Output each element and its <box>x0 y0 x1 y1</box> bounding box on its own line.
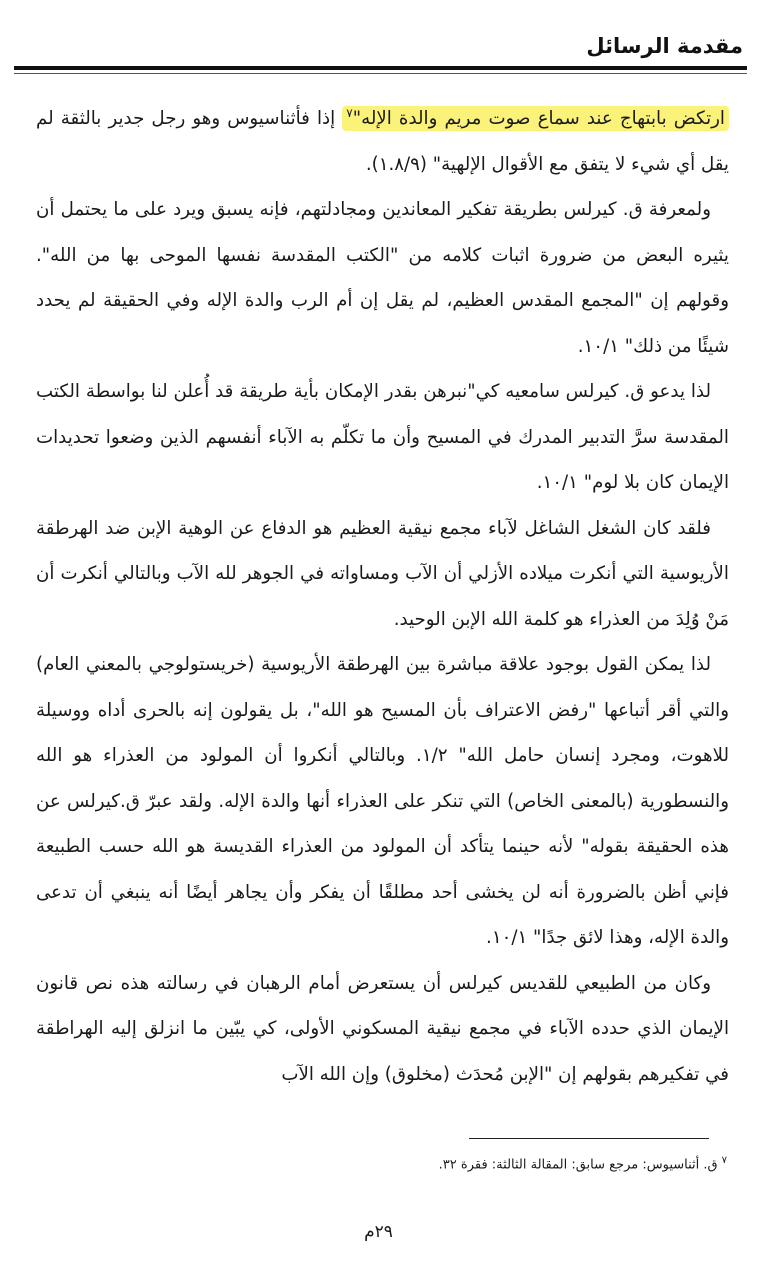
running-header-title: مقدمة الرسائل <box>586 34 743 58</box>
header-rule-thin <box>14 73 747 74</box>
paragraph-1-text: إذا فأثناسيوس وهو رجل جدير بالثقة لم يقل أي شيء لا يتفق مع الأقوال الإلهية" (١.٨/٩). <box>36 108 729 175</box>
body-text <box>36 96 729 1097</box>
footnote-ref[interactable]: ٧ <box>346 105 353 120</box>
paragraph-4: فلقد كان الشغل الشاغل لآباء مجمع نيقية العظيم هو الدفاع عن الوهية الإبن ضد الهرطقة الأريوسية التي أنكرت ميلاده الأزلي أن الآب ومساواته في الجوهر لله الآب وبالتالي أنكرت أن مَنْ وُلِدَ من العذراء هو كلمة الله الإبن الوحيد. <box>36 517 729 630</box>
footnote-rule <box>469 1138 709 1139</box>
highlighted-quote-text: ارتكض بابتهاج عند سماع صوت مريم والدة الإله" <box>352 108 725 129</box>
footnote <box>439 1155 727 1172</box>
footnote-mark: ٧ <box>721 1155 727 1166</box>
paragraph-5: لذا يمكن القول بوجود علاقة مباشرة بين الهرطقة الأريوسية (خريستولوجي بالمعني العام) والتي أقر أتباعها "رفض الاعتراف بأن المسيح هو الله"، بل يقولون إنه بالحرى أداه ووسيلة للاهوت، ومجرد إنسان حامل الله" ١/٢. وبالتالي أنكروا أن المولود من العذراء هو الله والنسطورية (بالمعنى الخاص) التي تنكر على العذراء أنها والدة الإله. ولقد عبرّ ق.كيرلس عن هذه الحقيقة بقوله" لأنه حينما يتأكد أن المولود من العذراء القديسة هو الله حسب الطبيعة فإني أظن بالضرورة أنه لن يخشى أحد مطلقًا أن يفكر وأن يجاهر أيضًا أنه ينبغي أن تدعى والدة الإله، وهذا لائق جدًا" ١٠/١. <box>36 654 729 948</box>
highlighted-quote <box>342 106 729 131</box>
paragraph-6: وكان من الطبيعي للقديس كيرلس أن يستعرض أمام الرهبان في رسالته هذه نص قانون الإيمان الذي حدده الآباء في مجمع نيقية المسكوني الأولى، كي يبّين ما انزلق إليه الهراطقة في تفكيرهم بقولهم إن "الإبن مُحدَث (مخلوق) وإن الله الآب <box>36 972 729 1085</box>
paragraph-1 <box>36 96 729 187</box>
footnote-text: ق. أثناسيوس: مرجع سابق: المقالة الثالثة: فقرة ٣٢. <box>438 1157 718 1173</box>
header-rule <box>14 66 747 70</box>
page-number: ٢٩م <box>364 1222 393 1242</box>
paragraph-2: ولمعرفة ق. كيرلس بطريقة تفكير المعاندين ومجادلتهم، فإنه يسبق ويرد على ما يحتمل أن يثيره البعض من ضرورة اثبات كلامه من "الكتب المقدسة نفسها الموحى بها من الله". وقولهم إن "المجمع المقدس العظيم، لم يقل إن أم الرب والدة الإله وفي الحقيقة لم يحدد شيئًا من ذلك" ١٠/١. <box>36 199 729 357</box>
paragraph-3: لذا يدعو ق. كيرلس سامعيه كي"نبرهن بقدر الإمكان بأية طريقة قد أُعلن لنا بواسطة الكتب المقدسة سرَّ التدبير المدرك في المسيح وأن ما تكلّم به الآباء أنفسهم الذين وضعوا تحديدات الإيمان كان بلا لوم" ١٠/١. <box>36 381 729 493</box>
